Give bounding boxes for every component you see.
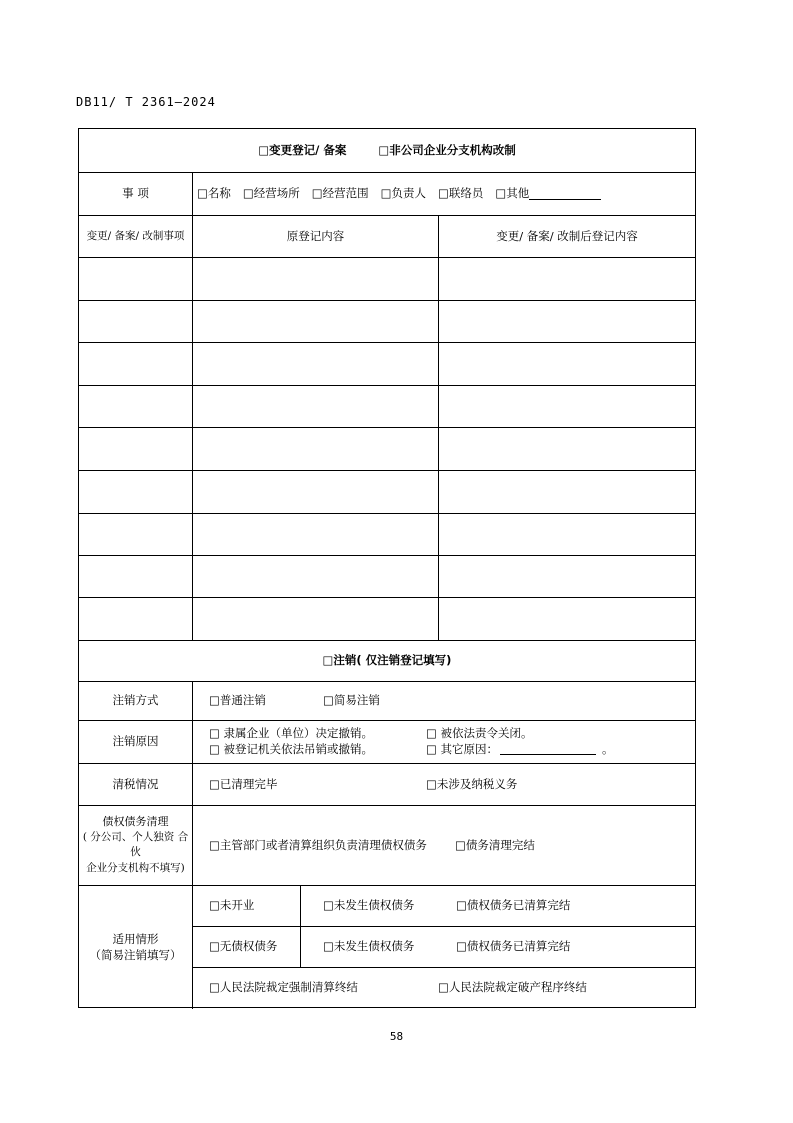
- item-name-checkbox[interactable]: □名称: [197, 186, 231, 201]
- debt-label-line2: ( 分公司、个人独资 合伙: [82, 831, 189, 859]
- change-row-8[interactable]: [79, 556, 695, 598]
- change-row-2[interactable]: [79, 301, 695, 343]
- change-row-5[interactable]: [79, 428, 695, 470]
- method-simple-checkbox[interactable]: □简易注销: [323, 693, 380, 708]
- method-label: 注销方式: [112, 693, 159, 708]
- debt-options: [193, 805, 695, 885]
- item-premises-checkbox[interactable]: □经营场所: [242, 186, 300, 201]
- reason-revoked-by-parent-checkbox[interactable]: □ 隶属企业（单位）决定撤销。: [209, 725, 374, 740]
- method-normal-checkbox[interactable]: □普通注销: [209, 693, 266, 708]
- applicable-court-forced-liquidation-checkbox[interactable]: □人民法院裁定强制清算终结: [209, 979, 358, 994]
- change-row-4[interactable]: [79, 386, 695, 428]
- change-row-3[interactable]: [79, 343, 695, 385]
- debt-settled-checkbox[interactable]: □债务清理完结: [455, 837, 535, 852]
- item-other-input[interactable]: [529, 187, 601, 200]
- applicable-r2-no-debt-occurred-checkbox[interactable]: □未发生债权债务: [323, 939, 415, 954]
- reason-other-input[interactable]: [500, 742, 596, 755]
- reason-ordered-closed-checkbox[interactable]: □ 被依法责令关闭。: [426, 725, 533, 740]
- applicable-no-debt-checkbox[interactable]: □无债权债务: [209, 939, 278, 954]
- debt-label: [79, 805, 192, 885]
- applicable-court-bankruptcy-checkbox[interactable]: □人民法院裁定破产程序终结: [438, 979, 587, 994]
- applicable-row1-options: [301, 885, 695, 926]
- tax-options: [193, 763, 695, 805]
- registration-form-table: [78, 128, 696, 1008]
- applicable-label-line1: 适用情形: [112, 931, 159, 946]
- applicable-row2-options: [301, 926, 695, 967]
- section-change-title: [79, 129, 695, 172]
- col-change-items-header: 变更/ 备案/ 改制事项: [86, 229, 185, 242]
- tax-label: 清税情况: [112, 776, 159, 791]
- reason-options: [193, 720, 695, 763]
- reason-other-end: 。: [602, 741, 614, 756]
- document-code: DB11/ T 2361—2024: [76, 95, 216, 109]
- item-person-in-charge-checkbox[interactable]: □负责人: [380, 186, 426, 201]
- tax-not-involved-checkbox[interactable]: □未涉及纳税义务: [426, 776, 518, 791]
- col-original-header: 原登记内容: [286, 228, 345, 243]
- change-row-1[interactable]: [79, 258, 695, 300]
- items-options: [193, 172, 695, 215]
- applicable-row3-options: [193, 967, 695, 1007]
- applicable-r1-no-debt-occurred-checkbox[interactable]: □未发生债权债务: [323, 898, 415, 913]
- method-options: [193, 681, 695, 720]
- tax-cleared-checkbox[interactable]: □已清理完毕: [209, 776, 278, 791]
- reason-license-revoked-checkbox[interactable]: □ 被登记机关依法吊销或撤销。: [209, 741, 374, 756]
- debt-liquidation-checkbox[interactable]: □主管部门或者清算组织负责清理债权债务: [209, 837, 427, 852]
- item-scope-checkbox[interactable]: □经营范围: [311, 186, 369, 201]
- applicable-label-line2: （简易注销填写）: [89, 948, 182, 962]
- applicable-label: [79, 885, 192, 1009]
- debt-label-line3: 企业分支机构不填写): [86, 861, 185, 874]
- reason-other-checkbox[interactable]: □ 其它原因：: [426, 741, 499, 756]
- item-liaison-checkbox[interactable]: □联络员: [438, 186, 484, 201]
- section-deregistration-title[interactable]: □注销( 仅注销登记填写): [322, 653, 452, 668]
- change-row-9[interactable]: [79, 598, 695, 640]
- page-number: 58: [389, 1030, 404, 1043]
- items-label: 事 项: [122, 186, 149, 201]
- change-row-6[interactable]: [79, 471, 695, 513]
- reason-label: 注销原因: [112, 734, 159, 749]
- applicable-not-opened-checkbox[interactable]: □未开业: [209, 898, 255, 913]
- item-other-checkbox[interactable]: □其他: [495, 186, 530, 201]
- branch-restructure-checkbox[interactable]: □非公司企业分支机构改制: [378, 143, 516, 158]
- col-new-header: 变更/ 备案/ 改制后登记内容: [496, 228, 638, 243]
- change-registration-checkbox[interactable]: □变更登记/ 备案: [258, 143, 347, 158]
- change-row-7[interactable]: [79, 514, 695, 556]
- applicable-r1-debt-cleared-checkbox[interactable]: □债权债务已清算完结: [456, 898, 571, 913]
- applicable-r2-debt-cleared-checkbox[interactable]: □债权债务已清算完结: [456, 939, 571, 954]
- debt-label-line1: 债权债务清理: [102, 815, 169, 829]
